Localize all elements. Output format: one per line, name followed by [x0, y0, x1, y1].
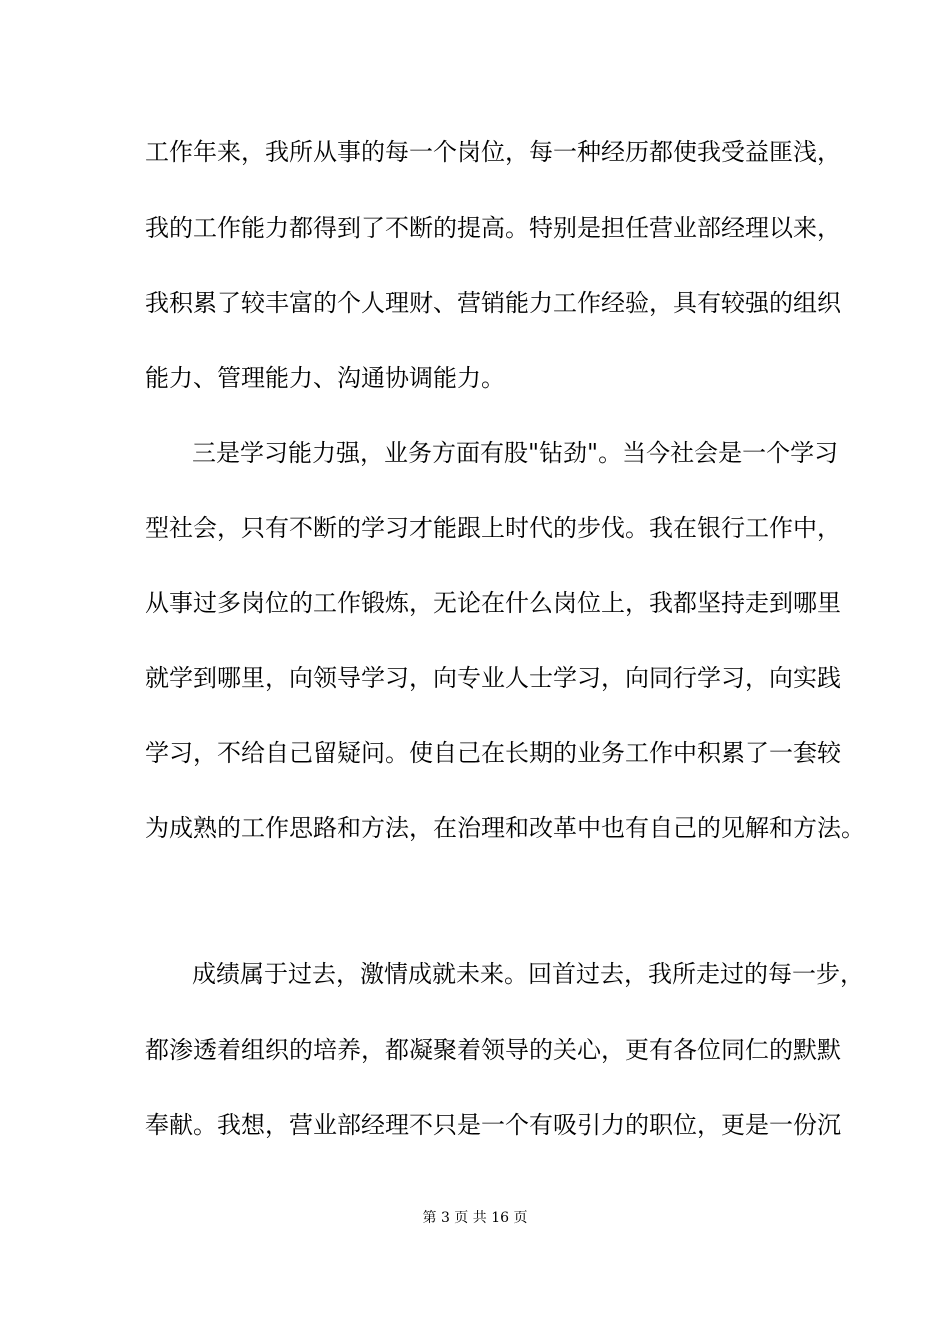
text-line: 能力、管理能力、沟通协调能力。: [145, 364, 505, 392]
text-line: 型社会，只有不断的学习才能跟上时代的步伐。我在银行工作中，: [145, 514, 841, 542]
page-number-footer: 第 3 页 共 16 页: [422, 1210, 528, 1226]
text-line: 为成熟的工作思路和方法，在治理和改革中也有自己的见解和方法。: [145, 814, 865, 842]
text-line: 奉献。我想，营业部经理不只是一个有吸引力的职位，更是一份沉: [145, 1111, 841, 1139]
text-line: 都渗透着组织的培养，都凝聚着领导的关心，更有各位同仁的默默: [145, 1036, 841, 1064]
text-line: 工作年来，我所从事的每一个岗位，每一种经历都使我受益匪浅，: [145, 138, 841, 166]
text-line: 成绩属于过去，激情成就未来。回首过去，我所走过的每一步，: [192, 960, 864, 988]
text-line: 就学到哪里，向领导学习，向专业人士学习，向同行学习，向实践: [145, 664, 841, 692]
text-line: 我的工作能力都得到了不断的提高。特别是担任营业部经理以来，: [145, 214, 841, 242]
text-line: 三是学习能力强，业务方面有股"钻劲"。当今社会是一个学习: [192, 439, 839, 467]
text-line: 学习，不给自己留疑问。使自己在长期的业务工作中积累了一套较: [145, 739, 841, 767]
text-line: 从事过多岗位的工作锻炼，无论在什么岗位上，我都坚持走到哪里: [145, 589, 841, 617]
text-line: 我积累了较丰富的个人理财、营销能力工作经验，具有较强的组织: [145, 289, 841, 317]
